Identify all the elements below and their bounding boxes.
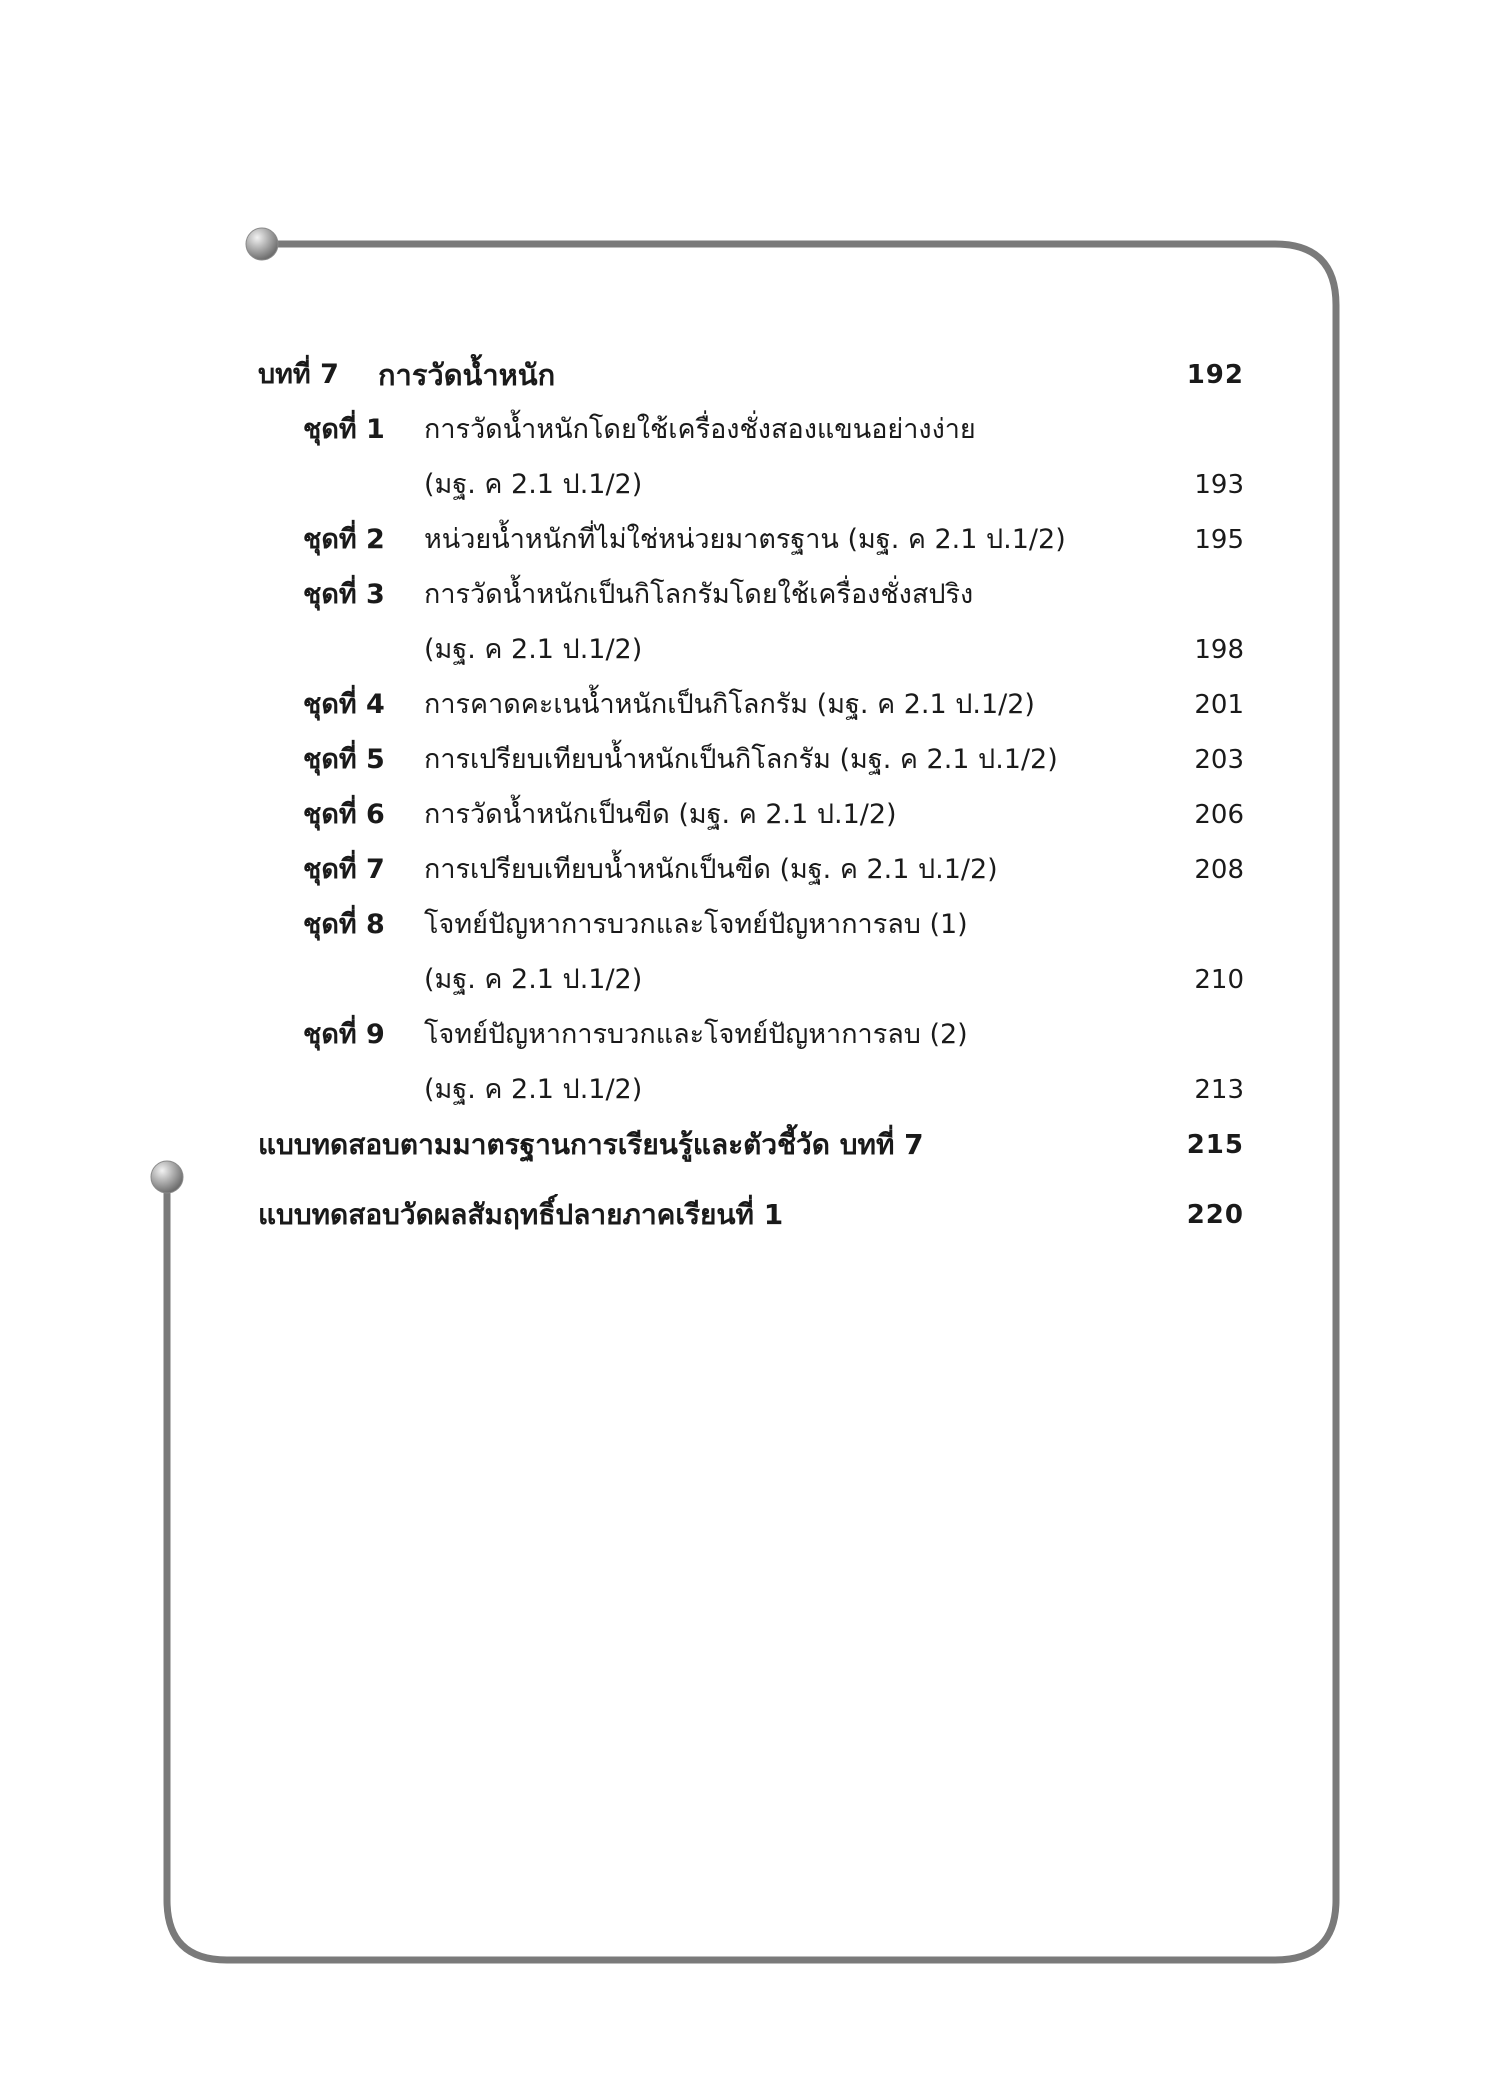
chapter-title: การวัดน้ำหนัก [378, 358, 556, 392]
toc-entry-set-2[interactable] [0, 515, 1504, 565]
set-title: การเปรียบเทียบน้ำหนักเป็นขีด (มฐ. ค 2.1 ป.1/2) [424, 854, 998, 885]
toc-entry-set-3-continuation[interactable] [0, 625, 1504, 675]
toc-entry-chapter-test[interactable] [0, 1120, 1504, 1170]
toc-entry-set-9-continuation[interactable] [0, 1065, 1504, 1115]
toc-entry-set-3[interactable] [0, 570, 1504, 620]
test-title: แบบทดสอบตามมาตรฐานการเรียนรู้และตัวชี้วัด บทที่ 7 [258, 1128, 924, 1161]
standard-reference: (มฐ. ค 2.1 ป.1/2) [424, 1074, 643, 1105]
page-number: 206 [1194, 800, 1244, 830]
toc-entry-set-5[interactable] [0, 735, 1504, 785]
set-title: โจทย์ปัญหาการบวกและโจทย์ปัญหาการลบ (2) [424, 1019, 968, 1050]
toc-entry-set-9[interactable] [0, 1010, 1504, 1060]
set-title: การวัดน้ำหนักเป็นขีด (มฐ. ค 2.1 ป.1/2) [424, 799, 897, 830]
set-label: ชุดที่ 5 [303, 744, 385, 775]
standard-reference: (มฐ. ค 2.1 ป.1/2) [424, 469, 643, 500]
set-label: ชุดที่ 9 [303, 1019, 385, 1050]
set-label: ชุดที่ 3 [303, 579, 385, 610]
page-number: 215 [1186, 1130, 1244, 1160]
page-number: 220 [1186, 1200, 1244, 1230]
page-number: 213 [1194, 1075, 1244, 1105]
page-number: 198 [1194, 635, 1244, 665]
set-title: การวัดน้ำหนักโดยใช้เครื่องชั่งสองแขนอย่างง่าย [424, 414, 976, 445]
page-number: 210 [1194, 965, 1244, 995]
toc-entry-set-1[interactable] [0, 405, 1504, 455]
set-label: ชุดที่ 6 [303, 799, 385, 830]
chapter-row[interactable] [0, 350, 1504, 400]
toc-entry-set-1-continuation[interactable] [0, 460, 1504, 510]
set-label: ชุดที่ 1 [303, 414, 385, 445]
set-label: ชุดที่ 2 [303, 524, 385, 555]
chapter-label: บทที่ 7 [258, 359, 339, 390]
page-number: 193 [1194, 470, 1244, 500]
page-number: 195 [1194, 525, 1244, 555]
standard-reference: (มฐ. ค 2.1 ป.1/2) [424, 634, 643, 665]
toc-entry-set-6[interactable] [0, 790, 1504, 840]
page-number: 201 [1194, 690, 1244, 720]
set-label: ชุดที่ 7 [303, 854, 385, 885]
toc-entry-set-7[interactable] [0, 845, 1504, 895]
standard-reference: (มฐ. ค 2.1 ป.1/2) [424, 964, 643, 995]
test-title: แบบทดสอบวัดผลสัมฤทธิ์ปลายภาคเรียนที่ 1 [258, 1198, 784, 1231]
set-title: การเปรียบเทียบน้ำหนักเป็นกิโลกรัม (มฐ. ค 2.1 ป.1/2) [424, 744, 1058, 775]
page-number: 208 [1194, 855, 1244, 885]
set-title: โจทย์ปัญหาการบวกและโจทย์ปัญหาการลบ (1) [424, 909, 968, 940]
set-label: ชุดที่ 4 [303, 689, 385, 720]
set-label: ชุดที่ 8 [303, 909, 385, 940]
toc-entry-set-8-continuation[interactable] [0, 955, 1504, 1005]
set-title: หน่วยน้ำหนักที่ไม่ใช่หน่วยมาตรฐาน (มฐ. ค 2.1 ป.1/2) [424, 524, 1066, 555]
toc-entry-final-test[interactable] [0, 1190, 1504, 1240]
page-number: 192 [1186, 360, 1244, 390]
toc-entry-set-4[interactable] [0, 680, 1504, 730]
page-number: 203 [1194, 745, 1244, 775]
toc-entry-set-8[interactable] [0, 900, 1504, 950]
set-title: การคาดคะเนน้ำหนักเป็นกิโลกรัม (มฐ. ค 2.1 ป.1/2) [424, 689, 1035, 720]
set-title: การวัดน้ำหนักเป็นกิโลกรัมโดยใช้เครื่องชั่งสปริง [424, 579, 974, 610]
